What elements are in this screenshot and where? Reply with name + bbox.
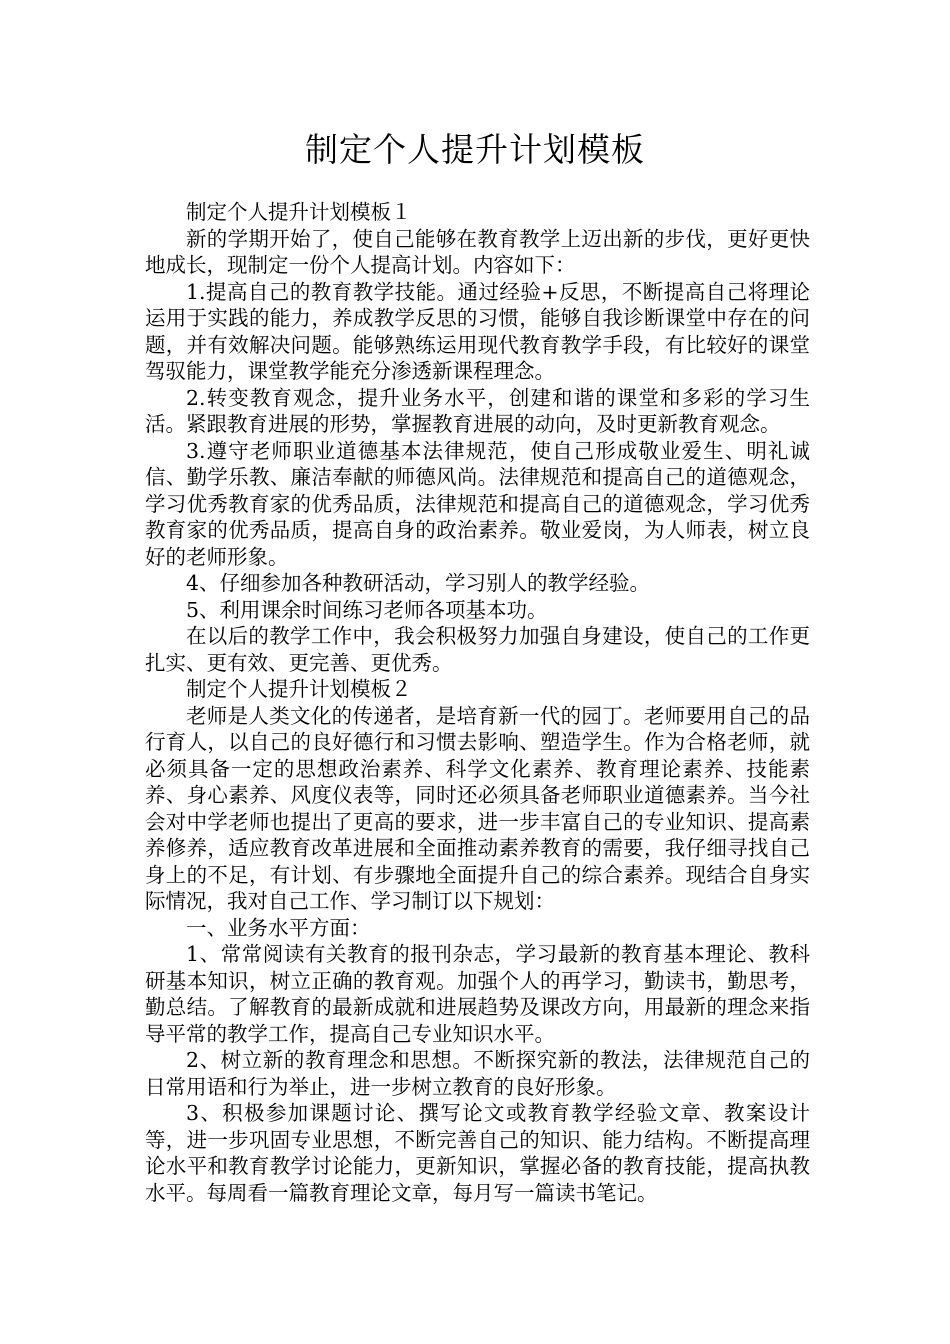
document-title: 制定个人提升计划模板 (305, 130, 645, 169)
subsection-heading: 一、业务水平方面： (186, 915, 371, 940)
paragraph: 3、积极参加课题讨论、撰写论文或教育教学经验文章、教案设计等，进一步巩固专业思想，不断完善自己的知识、能力结构。不断提高理论水平和教育教学讨论能力，更新知识，掌握必备的教育技能，提高执教水平。每周看一篇教育理论文章，每月写一篇读书笔记。 (145, 1101, 810, 1205)
paragraph: 5、利用课余时间练习老师各项基本功。 (186, 597, 548, 622)
paragraph: 1.提高自己的教育教学技能。通过经验+反思，不断提高自己将理论运用于实践的能力，养成教学反思的习惯，能够自我诊断课堂中存在的问题，并有效解决问题。能够熟练运用现代教育教学手段，有比较好的课堂驾驭能力，课堂教学能充分渗透新课程理念。 (145, 279, 810, 383)
paragraph: 1、常常阅读有关教育的报刊杂志，学习最新的教育基本理论、教科研基本知识，树立正确的教育观。加强个人的再学习，勤读书，勤思考，勤总结。了解教育的最新成就和进展趋势及课改方向，用最新的理念来指导平常的教学工作，提高自己专业知识水平。 (145, 942, 810, 1046)
paragraph: 2、树立新的教育理念和思想。不断探究新的教法，法律规范自己的日常用语和行为举止，进一步树立教育的良好形象。 (145, 1048, 810, 1099)
section-heading-1: 制定个人提升计划模板１ (186, 200, 412, 224)
section-heading-2: 制定个人提升计划模板２ (186, 677, 412, 701)
paragraph: 新的学期开始了，使自己能够在教育教学上迈出新的步伐，更好更快地成长，现制定一份个人提高计划。内容如下： (145, 226, 810, 277)
paragraph: 2.转变教育观念，提升业务水平，创建和谐的课堂和多彩的学习生活。紧跟教育进展的形势，掌握教育进展的动向，及时更新教育观念。 (145, 385, 810, 436)
paragraph: 在以后的教学工作中，我会积极努力加强自身建设，使自己的工作更扎实、更有效、更完善、更优秀。 (145, 624, 810, 675)
document-body (145, 199, 810, 1206)
paragraph: 4、仔细参加各种教研活动，学习别人的教学经验。 (186, 571, 651, 595)
paragraph: 老师是人类文化的传递者，是培育新一代的园丁。老师要用自己的品行育人，以自己的良好德行和习惯去影响、塑造学生。作为合格老师，就必须具备一定的思想政治素养、科学文化素养、教育理论素养、技能素养、身心素养、风度仪表等，同时还必须具备老师职业道德素养。当今社会对中学老师也提出了更高的要求，进一步丰富自己的专业知识、提高素养修养，适应教育改革进展和全面推动素养教育的需要，我仔细寻找自己身上的不足，有计划、有步骤地全面提升自己的综合素养。现结合自身实际情况，我对自己工作、学习制订以下规划： (145, 703, 810, 913)
paragraph: 3.遵守老师职业道德基本法律规范，使自己形成敬业爱生、明礼诚信、勤学乐教、廉洁奉献的师德风尚。法律规范和提高自己的道德观念，学习优秀教育家的优秀品质，法律规范和提高自己的道德观念，学习优秀教育家的优秀品质，提高自身的政治素养。敬业爱岗，为人师表，树立良好的老师形象。 (145, 438, 810, 569)
